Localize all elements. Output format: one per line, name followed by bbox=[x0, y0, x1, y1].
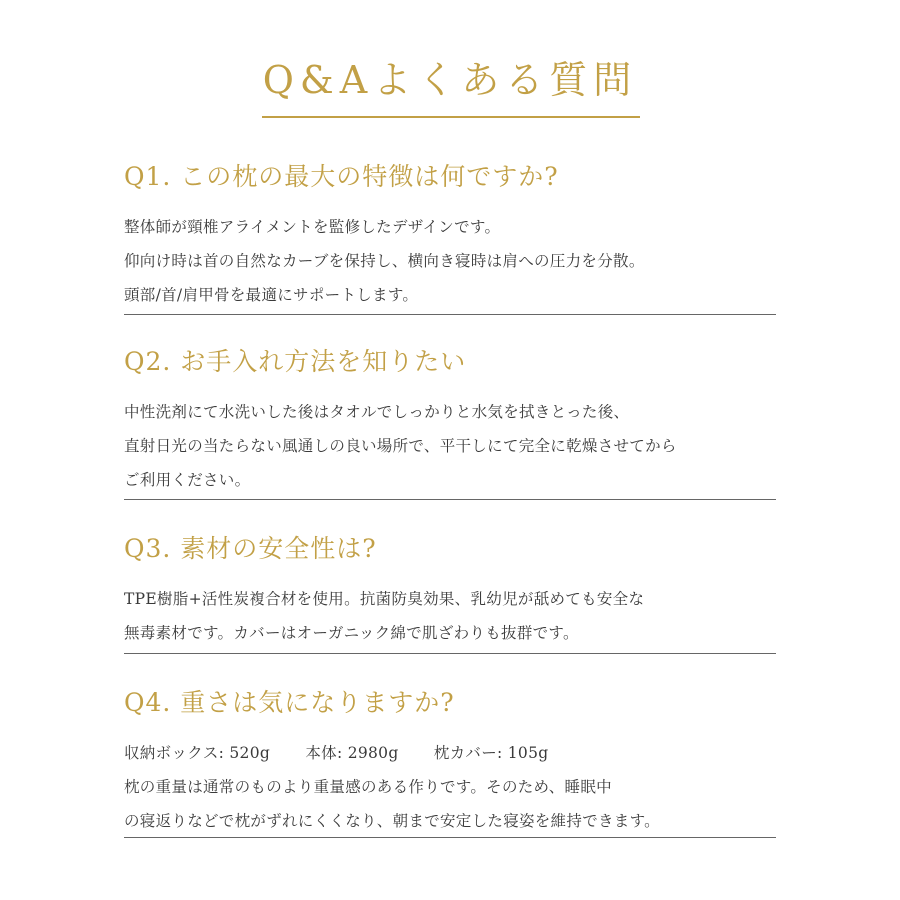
answer-2-line-1: 中性洗剤にて水洗いした後はタオルでしっかりと水気を拭きとった後、 bbox=[124, 403, 630, 421]
question-3: Q3. 素材の安全性は? bbox=[124, 534, 377, 563]
answer-1 bbox=[124, 210, 776, 312]
title-underline bbox=[262, 116, 640, 118]
answer-4 bbox=[124, 736, 776, 838]
answer-4-line-2: の寝返りなどで枕がずれにくくなり、朝まで安定した寝姿を維持できます。 bbox=[124, 812, 660, 830]
divider-3 bbox=[124, 653, 776, 654]
answer-4-line-1: 枕の重量は通常のものより重量感のある作りです。そのため、睡眠中 bbox=[124, 778, 612, 796]
spec-body-weight: 本体: 2980g bbox=[305, 744, 399, 762]
weight-specs bbox=[124, 736, 776, 770]
answer-3-line-1: TPE樹脂+活性炭複合材を使用。抗菌防臭効果、乳幼児が舐めても安全な bbox=[124, 590, 645, 608]
divider-4 bbox=[124, 837, 776, 838]
qa-item-3 bbox=[124, 532, 776, 650]
question-4: Q4. 重さは気になりますか? bbox=[124, 688, 455, 717]
answer-1-line-1: 整体師が頸椎アライメントを監修したデザインです。 bbox=[124, 218, 501, 236]
page-title: Q&Aよくある質問 bbox=[262, 58, 638, 102]
answer-3-line-2: 無毒素材です。カバーはオーガニック綿で肌ざわりも抜群です。 bbox=[124, 624, 579, 642]
answer-1-line-3: 頭部/首/肩甲骨を最適にサポートします。 bbox=[124, 286, 419, 304]
qa-item-1 bbox=[124, 160, 776, 312]
question-1: Q1. この枕の最大の特徴は何ですか? bbox=[124, 162, 559, 191]
answer-2 bbox=[124, 395, 776, 497]
qa-item-2 bbox=[124, 345, 776, 497]
answer-2-line-2: 直射日光の当たらない風通しの良い場所で、平干しにて完全に乾燥させてから bbox=[124, 437, 677, 455]
divider-1 bbox=[124, 314, 776, 315]
spec-cover-weight: 枕カバー: 105g bbox=[433, 744, 549, 762]
spec-storage-box-weight: 収納ボックス: 520g bbox=[124, 744, 271, 762]
divider-2 bbox=[124, 499, 776, 500]
qa-item-4 bbox=[124, 686, 776, 838]
answer-3 bbox=[124, 582, 776, 650]
answer-1-line-2: 仰向け時は首の自然なカーブを保持し、横向き寝時は肩への圧力を分散。 bbox=[124, 252, 645, 270]
title-wrap bbox=[0, 52, 900, 108]
question-2: Q2. お手入れ方法を知りたい bbox=[124, 347, 467, 376]
answer-2-line-3: ご利用ください。 bbox=[124, 471, 251, 489]
